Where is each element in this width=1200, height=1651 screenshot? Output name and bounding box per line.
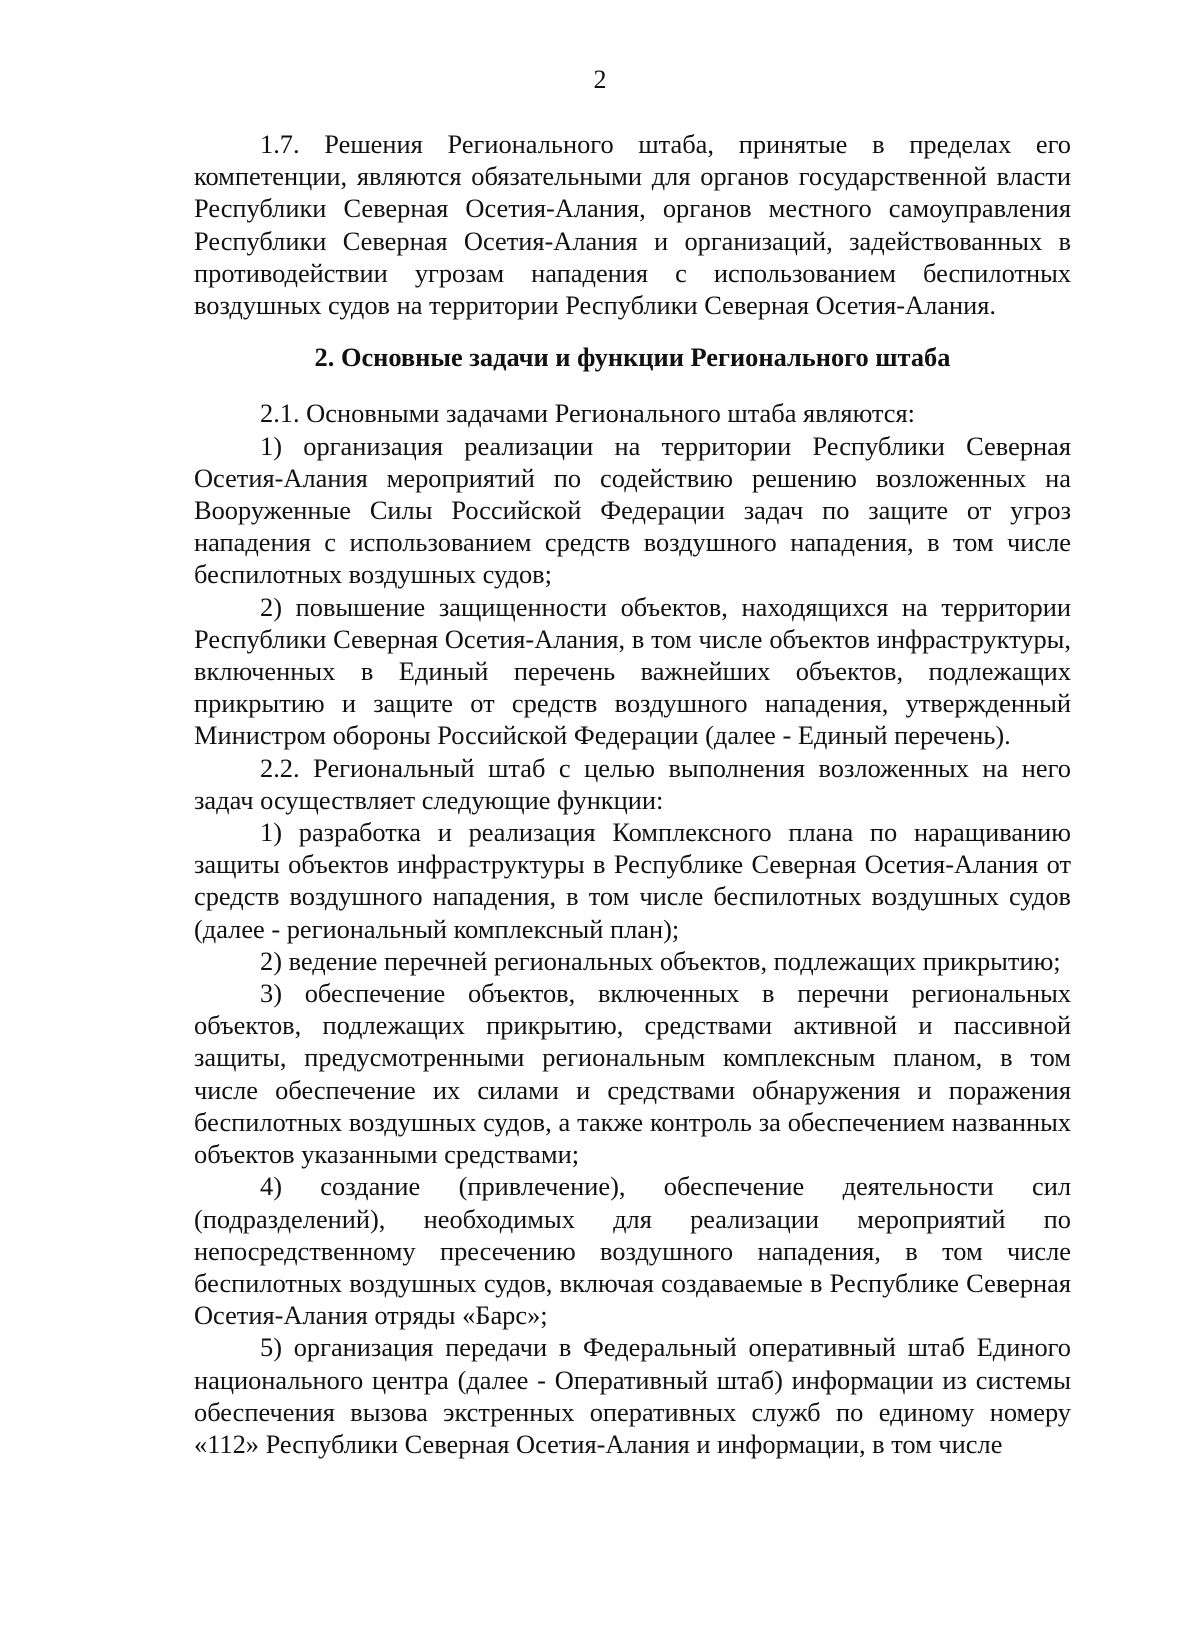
paragraph-2-2-item-1: 1) разработка и реализация Комплексного плана по наращиванию защиты объектов инфраструктуры в Республике Северная Осетия-Алания от средств воздушного нападения, в том числе беспилотных воздушных судов (далее - региональный комплексный план); [194,817,1071,944]
page-number: 2 [593,65,607,94]
paragraph-2-2-item-5: 5) организация передачи в Федеральный оперативный штаб Единого национального центра (далее - Оперативный штаб) информации из системы обеспечения вызова экстренных оперативных служб по единому номеру «112» Республики Северная Осетия-Алания и информации, в том числе [194,1332,1071,1459]
paragraph-2-1-item-1: 1) организация реализации на территории Республики Северная Осетия-Алания мероприятий по содействию решению возложенных на Вооруженные Силы Российской Федерации задач по защите от угроз нападения с использованием средств воздушного нападения, в том числе беспилотных воздушных судов; [194,430,1071,590]
paragraph-2-1-item-2: 2) повышение защищенности объектов, находящихся на территории Республики Северная Осетия-Алания, в том числе объектов инфраструктуры, включенных в Единый перечень важнейших объектов, подлежащих прикрытию и защите от средств воздушного нападения, утвержденный Министром обороны Российской Федерации (далее - Единый перечень). [194,591,1071,751]
paragraph-1-7: 1.7. Решения Регионального штаба, принятые в пределах его компетенции, являются обязательными для органов государственной власти Республики Северная Осетия-Алания, органов местного самоуправления Республики Северная Осетия-Алания и организаций, задействованных в противодействии угрозам нападения с использованием беспилотных воздушных судов на территории Республики Северная Осетия-Алания. [194,129,1071,321]
paragraph-2-2-item-2: 2) ведение перечней региональных объектов, подлежащих прикрытию; [260,945,1061,976]
paragraph-2-1: 2.1. Основными задачами Регионального штаба являются: [260,398,915,429]
paragraph-2-2: 2.2. Региональный штаб с целью выполнения возложенных на него задач осуществляет следующие функции: [194,752,1071,815]
paragraph-2-2-item-4: 4) создание (привлечение), обеспечение деятельности сил (подразделений), необходимых для реализации мероприятий по непосредственному пресечению воздушного нападения, в том числе беспилотных воздушных судов, включая создаваемые в Республике Северная Осетия-Алания отряды «Барс»; [194,1171,1071,1331]
paragraph-2-2-item-3: 3) обеспечение объектов, включенных в перечни региональных объектов, подлежащих прикрытию, средствами активной и пассивной защиты, предусмотренными региональным комплексным планом, в том числе обеспечение их силами и средствами обнаружения и поражения беспилотных воздушных судов, а также контроль за обеспечением названных объектов указанными средствами; [194,978,1071,1170]
section-heading: 2. Основные задачи и функции Регионального штаба [314,342,951,373]
document-body [194,128,1071,1460]
